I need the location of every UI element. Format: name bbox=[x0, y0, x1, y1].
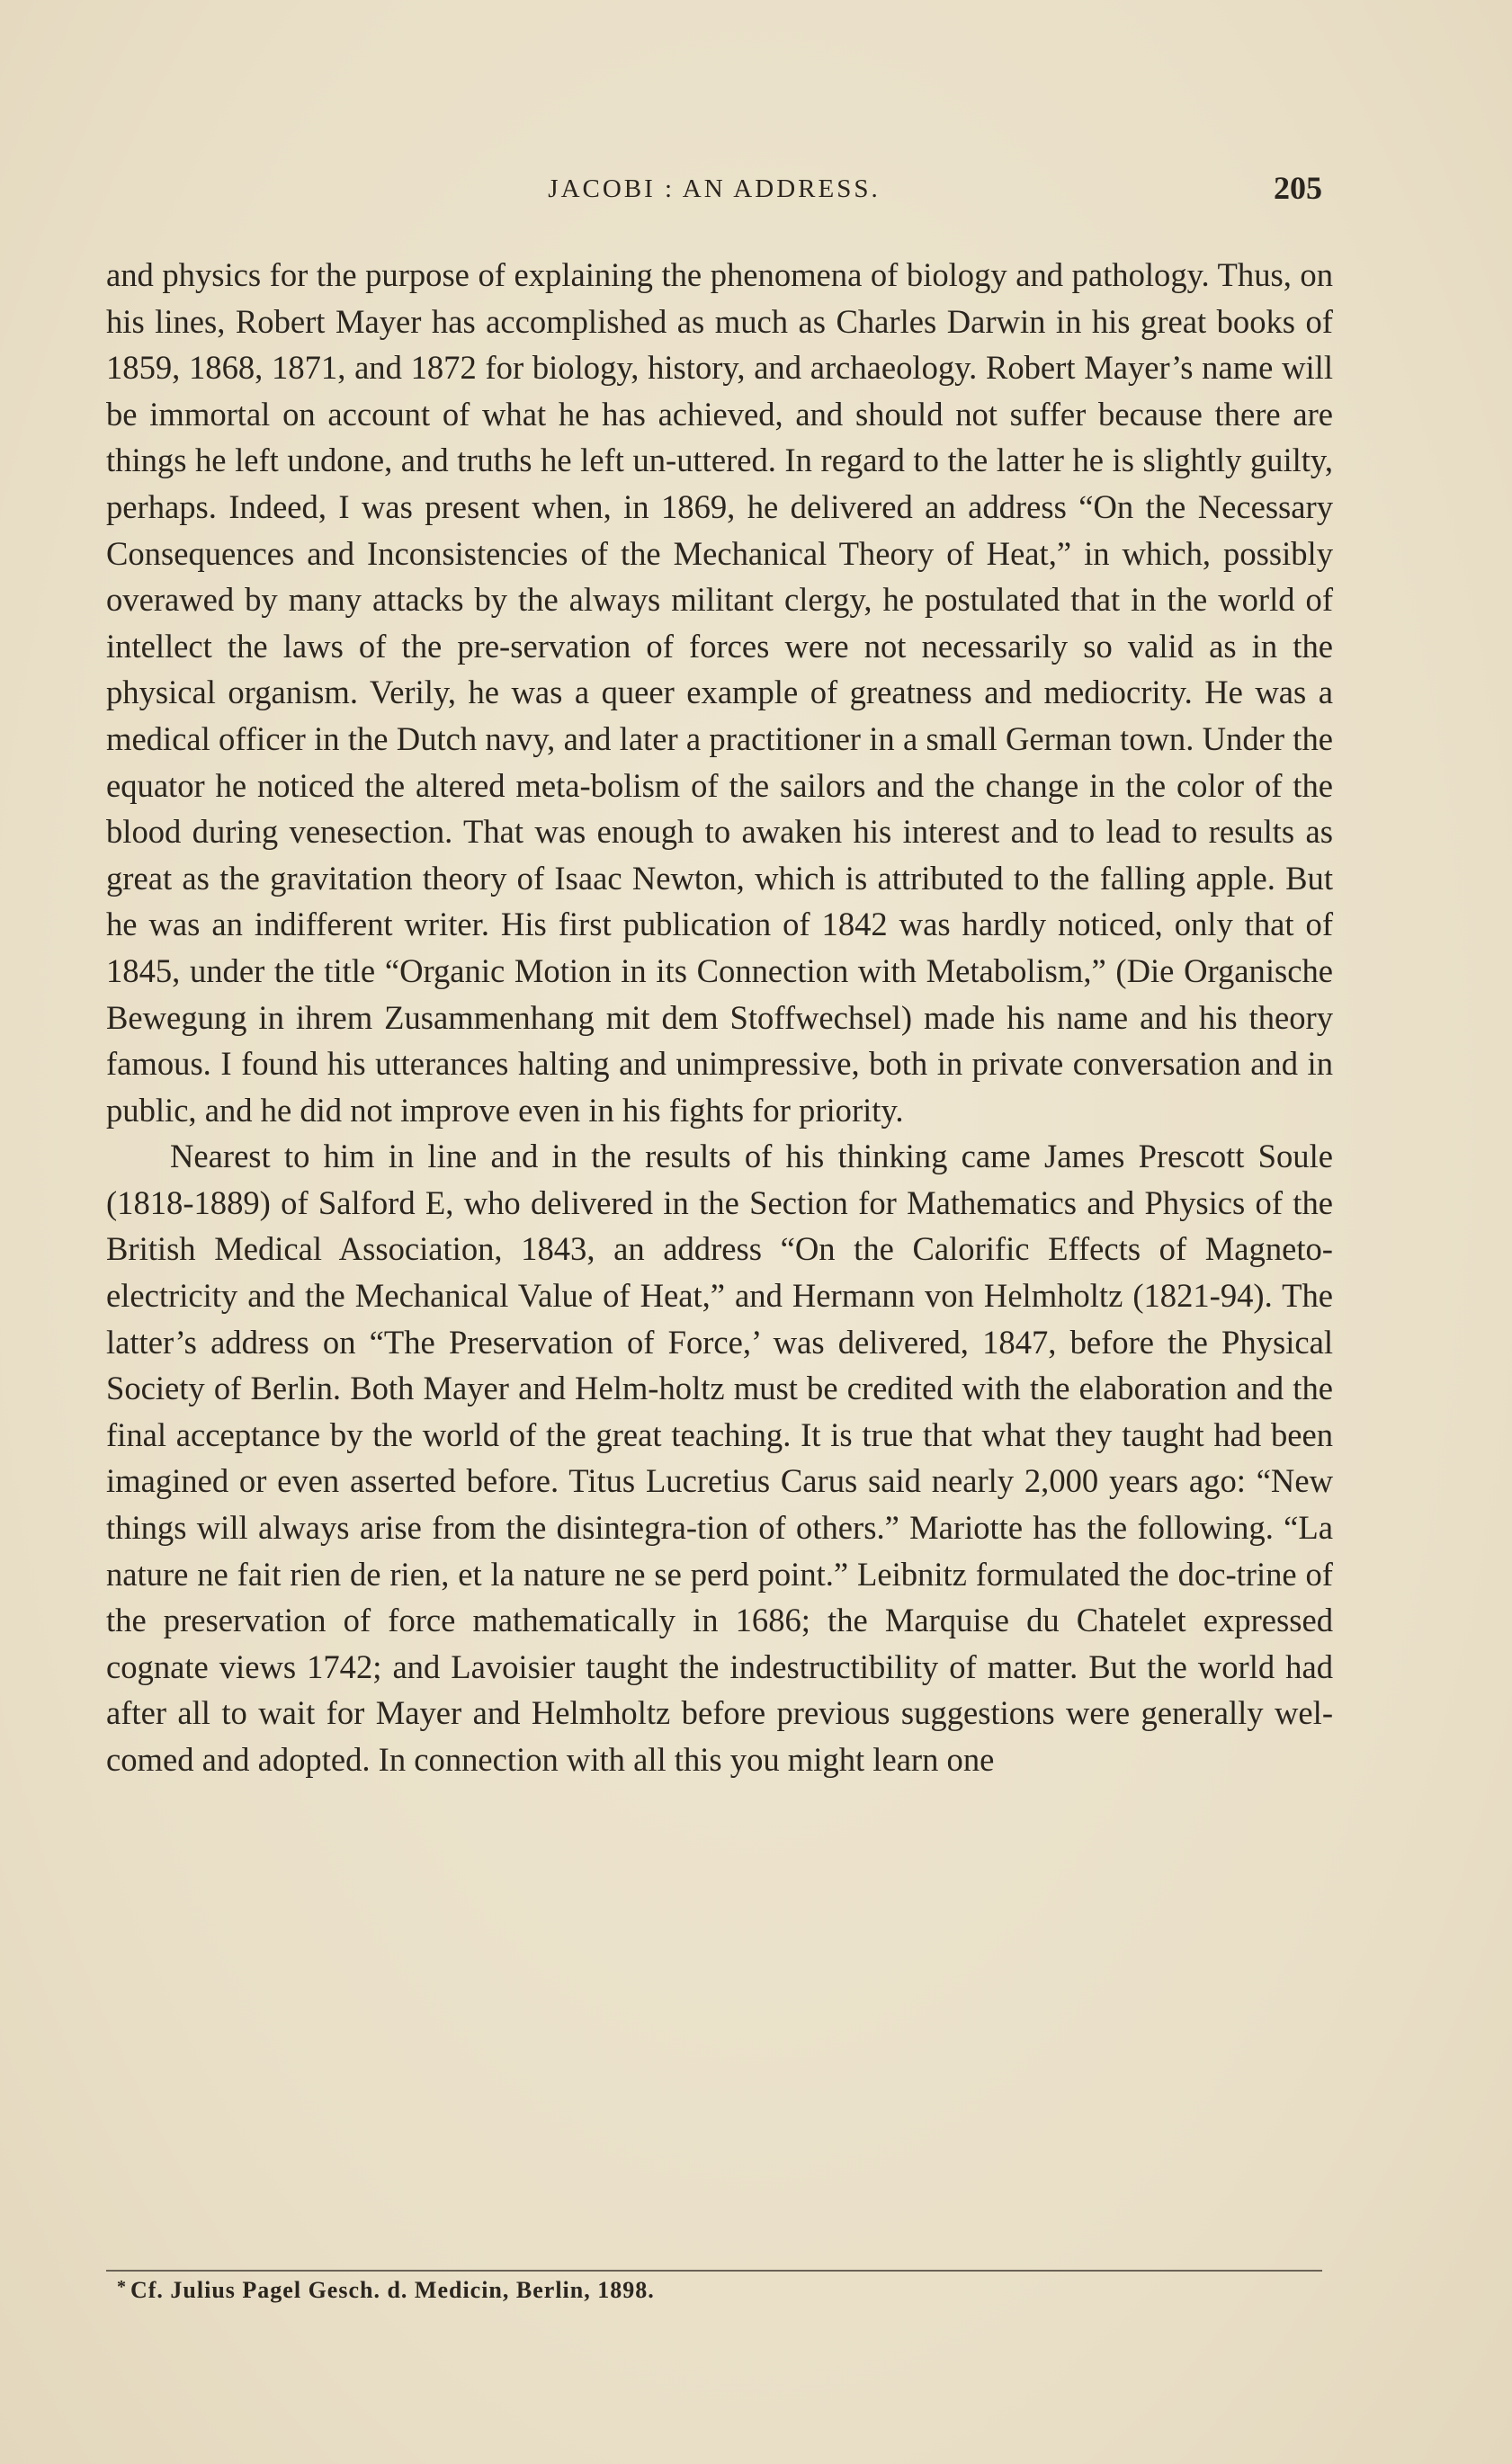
footnote-divider bbox=[106, 2270, 1322, 2272]
paragraph: Nearest to him in line and in the results of his thinking came James Prescott Soule (1818-1889) of Salford E, who delivered in the Section for Mathematics and Physics of the British Medical Association, 1843, an address “On the Calorific Effects of Magneto-electricity and the Mechanical Value of Heat,” and Hermann von Helmholtz (1821-94). The latter’s address on “The Preservation of Force,’ was delivered, 1847, before the Physical Society of Berlin. Both Mayer and Helm-holtz must be credited with the elaboration and the final acceptance by the world of the great teaching. It is true that what they taught had been imagined or even asserted before. Titus Lucretius Carus said nearly 2,000 years ago: “New things will always arise from the disintegra-tion of others.” Mariotte has the following. “La nature ne fait rien de rien, et la nature ne se perd point.” Leibnitz formulated the doc-trine of the preservation of force mathematically in 1686; the Marquise du Chatelet expressed cognate views 1742; and Lavoisier taught the indestructibility of matter. But the world had after all to wait for Mayer and Helmholtz before previous suggestions were generally wel-comed and adopted. In connection with all this you might learn one bbox=[106, 1138, 1333, 1778]
body-text bbox=[106, 252, 1333, 1783]
paragraph: and physics for the purpose of explaining the phenomena of biology and pathology. Thus, on his lines, Robert Mayer has accomplished as much as Charles Darwin in his great books of 1859, 1868, 1871, and 1872 for biology, history, and archaeology. Robert Mayer’s name will be immortal on account of what he has achieved, and should not suffer because there are things he left undone, and truths he left un-uttered. In regard to the latter he is slightly guilty, perhaps. Indeed, I was present when, in 1869, he delivered an address “On the Necessary Consequences and Inconsistencies of the Mechanical Theory of Heat,” in which, possibly overawed by many attacks by the always militant clergy, he postulated that in the world of intellect the laws of the pre-servation of forces were not necessarily so valid as in the physical organism. Verily, he was a queer example of greatness and mediocrity. He was a medical officer in the Dutch navy, and later a practitioner in a small German town. Under the equator he noticed the altered meta-bolism of the sailors and the change in the color of the blood during venesection. That was enough to awaken his interest and to lead to results as great as the gravitation theory of Isaac Newton, which is attributed to the falling apple. But he was an indifferent writer. His first publication of 1842 was hardly noticed, only that of 1845, under the title “Organic Motion in its Connection with Metabolism,” (Die Organische Bewegung in ihrem Zusammenhang mit dem Stoffwechsel) made his name and his theory famous. I found his utterances halting and unimpressive, both in private conversation and in public, and he did not improve even in his fights for priority. bbox=[106, 256, 1333, 1129]
running-title: JACOBI : AN ADDRESS. bbox=[548, 174, 881, 203]
footnote bbox=[117, 2277, 1196, 2304]
running-header bbox=[106, 169, 1322, 209]
footnote-text: Cf. Julius Pagel Gesch. d. Medicin, Berlin, 1898. bbox=[130, 2277, 655, 2303]
page-number: 205 bbox=[1274, 170, 1322, 206]
footnote-marker: * bbox=[117, 2277, 127, 2297]
